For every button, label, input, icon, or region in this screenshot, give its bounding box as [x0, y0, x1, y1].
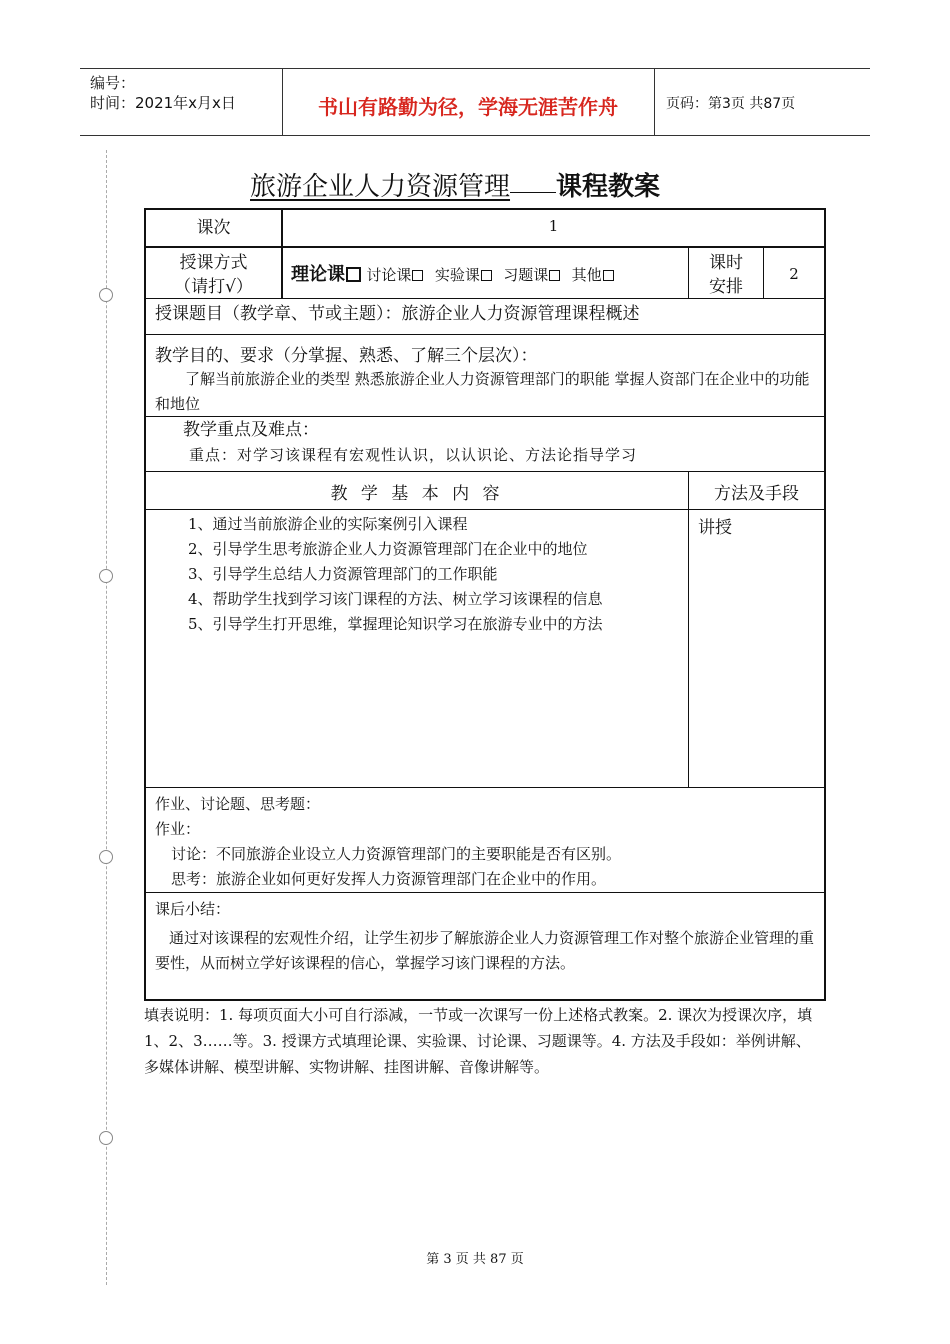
row-divider: [146, 246, 824, 248]
document-header: [80, 68, 870, 136]
homework-label: 作业、讨论题、思考题：: [155, 795, 321, 813]
binding-hole-icon: [99, 850, 113, 864]
binding-hole-icon: [99, 288, 113, 302]
col-divider: [688, 471, 689, 787]
binding-line: [106, 150, 107, 1285]
content-list: [188, 512, 684, 637]
row-divider: [146, 471, 824, 472]
lesson-value: 1: [548, 217, 559, 235]
course-name: 旅游企业人力资源管理: [250, 172, 511, 202]
row-divider: [146, 509, 824, 510]
keypoints-text: 重点：对学习该课程有宏观性认识，以认识论、方法论指导学习: [189, 446, 638, 464]
method-options: [291, 263, 614, 288]
lesson-label: 课次: [196, 218, 231, 238]
list-item: 1、通过当前旅游企业的实际案例引入课程: [188, 515, 468, 533]
homework-section: [155, 792, 818, 892]
binding-hole-icon: [99, 1131, 113, 1145]
method-label: [146, 251, 281, 299]
page-footer: 第 3 页 共 87 页: [426, 1252, 524, 1267]
method-option-exercise: 习题课: [503, 266, 549, 284]
method-option-lab: 实验课: [434, 266, 480, 284]
header-motto: 书山有路勤为径，学海无涯苦作舟: [318, 95, 618, 119]
form-instructions: 填表说明：1. 每项页面大小可自行添减，一节或一次课写一份上述格式教案。2. 课次为授课次序，填1、2、3……等。3. 授课方式填理论课、实验课、讨论课、习题课等。4. 方法及手段如：举例讲解、多媒体讲解、模型讲解、实物讲解、挂图讲解、音像讲解等。: [144, 1006, 813, 1076]
objectives-text: 了解当前旅游企业的类型 熟悉旅游企业人力资源管理部门的职能 掌握人资部门在企业中的功能和地位: [155, 370, 810, 413]
hours-label-line1: 课时: [709, 253, 743, 273]
summary-label: 课后小结：: [155, 900, 231, 918]
doc-time: 时间：2021年x月x日: [90, 94, 236, 112]
checkbox-icon[interactable]: [412, 270, 423, 281]
method-selected: 理论课: [291, 264, 345, 285]
checkbox-icon[interactable]: [481, 270, 492, 281]
discussion-line: 讨论：不同旅游企业设立人力资源管理部门的主要职能是否有区别。: [171, 845, 622, 863]
checkbox-icon[interactable]: [346, 267, 361, 282]
summary-text: 通过对该课程的宏观性介绍，让学生初步了解旅游企业人力资源管理工作对整个旅游企业管理的重要性，从而树立学好该课程的信心，掌握学习该门课程的方法。: [155, 929, 815, 972]
hours-label-line2: 安排: [709, 277, 743, 297]
lesson-plan-table: [144, 208, 826, 1001]
objectives-label: 教学目的、要求（分掌握、熟悉、了解三个层次）：: [155, 346, 538, 366]
header-meta: [90, 73, 236, 113]
method-label-line1: 授课方式: [179, 253, 248, 273]
hours-value: 2: [789, 265, 799, 283]
method-option-discussion: 讨论课: [366, 266, 412, 284]
row-divider: [146, 334, 824, 335]
binding-hole-icon: [99, 569, 113, 583]
page-title: [250, 166, 660, 203]
hours-label: [689, 251, 763, 299]
thinking-line: 思考：旅游企业如何更好发挥人力资源管理部门在企业中的作用。: [171, 870, 607, 888]
checkbox-icon[interactable]: [603, 270, 614, 281]
lesson-topic: 授课题目（教学章、节或主题）：旅游企业人力资源管理课程概述: [155, 304, 640, 324]
method-option-other: 其他: [571, 266, 602, 284]
header-page-info: 页码：第3页 共87页: [666, 96, 796, 112]
checkbox-icon[interactable]: [549, 270, 560, 281]
method-value: 讲授: [698, 518, 732, 538]
row-divider: [146, 892, 824, 893]
list-item: 3、引导学生总结人力资源管理部门的工作职能: [188, 565, 498, 583]
method-header: 方法及手段: [714, 484, 799, 504]
list-item: 5、引导学生打开思维，掌握理论知识学习在旅游专业中的方法: [188, 615, 603, 633]
row-divider: [146, 787, 824, 788]
title-underline-gap: [510, 192, 556, 193]
method-label-line2: （请打√）: [174, 277, 253, 297]
content-header: 教 学 基 本 内 容: [330, 484, 504, 504]
homework-line: 作业：: [155, 820, 201, 838]
header-divider: [654, 69, 655, 135]
list-item: 2、引导学生思考旅游企业人力资源管理部门在企业中的地位: [188, 540, 588, 558]
doc-number: 编号：: [90, 74, 136, 92]
keypoints-label: 教学重点及难点：: [183, 420, 319, 440]
title-suffix: 课程教案: [556, 172, 661, 202]
list-item: 4、帮助学生找到学习该门课程的方法、树立学习该课程的信息: [188, 590, 603, 608]
